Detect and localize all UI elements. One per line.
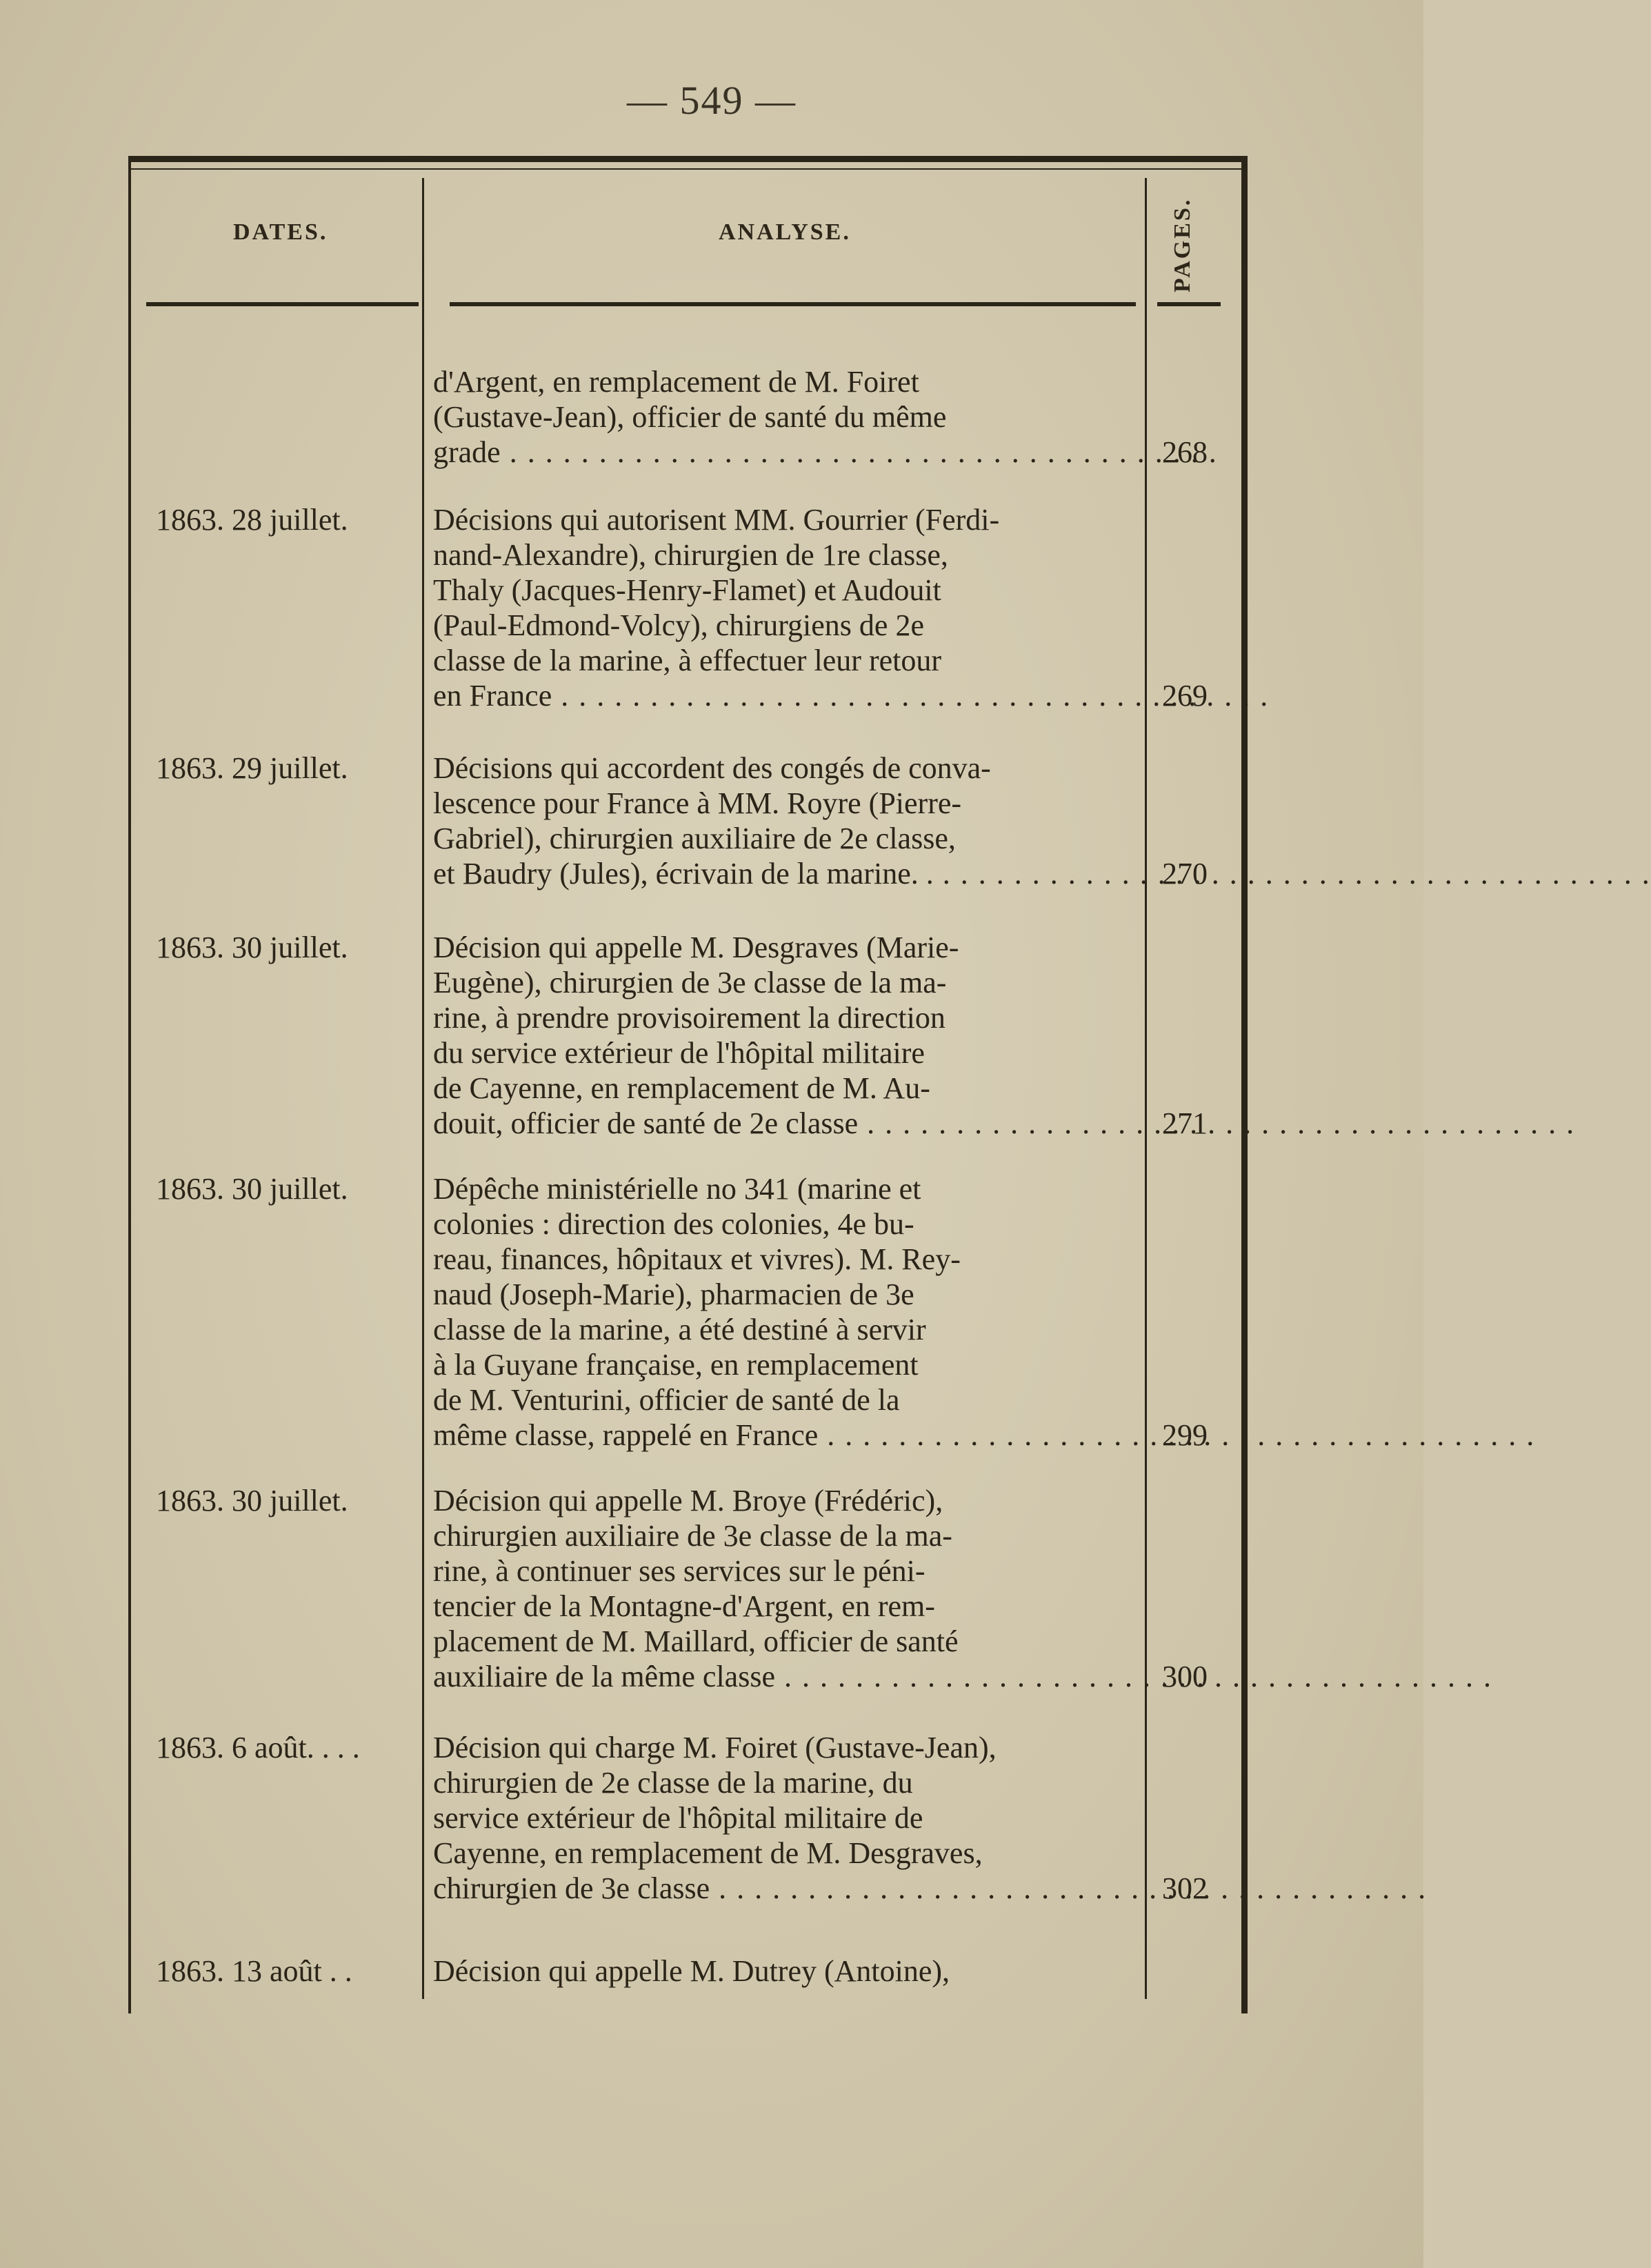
- entry-page-number: 300: [1162, 1660, 1208, 1693]
- analysis-line: tencier de la Montagne-d'Argent, en rem-: [433, 1589, 935, 1623]
- analysis-line: Dépêche ministérielle no 341 (marine et: [433, 1172, 921, 1206]
- analysis-line: chirurgien de 2e classe de la marine, du: [433, 1766, 913, 1800]
- entry-analysis: [433, 1730, 1131, 1906]
- entry-page-number: 270: [1162, 857, 1208, 891]
- entry-analysis: [433, 930, 1131, 1141]
- entry-date: 1863. 30 juillet.: [156, 931, 348, 964]
- entry-analysis: [433, 1483, 1131, 1694]
- analysis-line: lescence pour France à MM. Royre (Pierre-: [433, 786, 962, 820]
- analysis-line: douit, officier de santé de 2e classe . . .: [461, 1106, 1131, 1141]
- analysis-line: en France . . .: [461, 678, 1131, 713]
- analysis-line: placement de M. Maillard, officier de santé: [433, 1624, 959, 1658]
- analysis-line: Décision qui appelle M. Dutrey (Antoine),: [433, 1954, 950, 1988]
- entry-page-number: 299: [1162, 1418, 1208, 1452]
- analysis-line: classe de la marine, à effectuer leur retour: [433, 644, 941, 677]
- header-rule-dates: [146, 302, 419, 306]
- column-header-dates: DATES.: [233, 219, 328, 245]
- analysis-line: de Cayenne, en remplacement de M. Au-: [433, 1071, 930, 1105]
- analysis-line: service extérieur de l'hôpital militaire de: [433, 1801, 923, 1835]
- analysis-line: rine, à prendre provisoirement la direction: [433, 1001, 945, 1035]
- table-top-rule: [128, 168, 1245, 170]
- entry-date: 1863. 28 juillet.: [156, 503, 348, 537]
- analysis-line: Gabriel), chirurgien auxiliaire de 2e classe,: [433, 822, 956, 855]
- analysis-line: grade . . .: [461, 435, 1131, 470]
- entry-analysis: [433, 502, 1131, 713]
- analysis-line: Eugène), chirurgien de 3e classe de la ma-: [433, 966, 947, 999]
- analysis-line: (Paul-Edmond-Volcy), chirurgiens de 2e: [433, 608, 924, 642]
- entry-page-number: 271: [1162, 1106, 1208, 1140]
- column-divider-dates: [422, 178, 424, 1999]
- analysis-line: naud (Joseph-Marie), pharmacien de 3e: [433, 1277, 914, 1311]
- analysis-line: chirurgien de 3e classe . . .: [461, 1871, 1131, 1906]
- analysis-line: du service extérieur de l'hôpital militaire: [433, 1036, 925, 1070]
- analysis-line: Décision qui charge M. Foiret (Gustave-Jean),: [433, 1731, 997, 1764]
- entry-date: 1863. 30 juillet.: [156, 1484, 348, 1518]
- analysis-line: de M. Venturini, officier de santé de la: [433, 1383, 900, 1417]
- entry-date: 1863. 13 août . .: [156, 1954, 352, 1988]
- analysis-line: nand-Alexandre), chirurgien de 1re classe,: [433, 538, 948, 572]
- page-number: — 549 —: [627, 78, 797, 123]
- entry-analysis: [433, 1171, 1131, 1453]
- entry-analysis: [433, 750, 1131, 891]
- analysis-line: Décisions qui autorisent MM. Gourrier (Ferdi-: [433, 503, 1000, 537]
- analysis-line: Thaly (Jacques-Henry-Flamet) et Audouit: [433, 573, 941, 607]
- analysis-line: colonies : direction des colonies, 4e bu-: [433, 1207, 914, 1241]
- entry-page-number: 268: [1162, 435, 1208, 469]
- analysis-line: et Baudry (Jules), écrivain de la marine. . . . .: [461, 856, 1131, 891]
- analysis-line: Cayenne, en remplacement de M. Desgraves,: [433, 1836, 983, 1870]
- analysis-line: (Gustave-Jean), officier de santé du même: [433, 400, 947, 434]
- entry-page-number: 269: [1162, 679, 1208, 713]
- entry-date: 1863. 6 août. . . .: [156, 1731, 360, 1764]
- entry-date: 1863. 30 juillet.: [156, 1172, 348, 1206]
- analysis-line: reau, finances, hôpitaux et vivres). M. Rey-: [433, 1242, 961, 1276]
- analysis-line: Décision qui appelle M. Broye (Frédéric),: [433, 1484, 943, 1518]
- analysis-line: classe de la marine, a été destiné à servir: [433, 1313, 926, 1346]
- header-rule-analysis: [450, 302, 1136, 306]
- entry-page-number: 302: [1162, 1871, 1208, 1905]
- analysis-line: même classe, rappelé en France . . .: [461, 1418, 1131, 1453]
- analysis-line: rine, à continuer ses services sur le péni-: [433, 1554, 925, 1588]
- analysis-line: d'Argent, en remplacement de M. Foiret: [433, 365, 919, 399]
- column-header-analysis: ANALYSE.: [719, 219, 851, 245]
- analysis-line: chirurgien auxiliaire de 3e classe de la ma-: [433, 1519, 952, 1553]
- entry-analysis: [433, 1953, 1131, 1989]
- analysis-line: auxiliaire de la même classe . . .: [461, 1659, 1131, 1694]
- entry-date: 1863. 29 juillet.: [156, 751, 348, 785]
- analysis-line: à la Guyane française, en remplacement: [433, 1348, 919, 1382]
- header-rule-pages: [1157, 302, 1221, 306]
- analysis-line: Décision qui appelle M. Desgraves (Marie-: [433, 931, 959, 964]
- analysis-line: Décisions qui accordent des congés de conva-: [433, 751, 991, 785]
- column-header-pages: PAGES.: [1170, 197, 1195, 292]
- entry-analysis: [433, 364, 1131, 470]
